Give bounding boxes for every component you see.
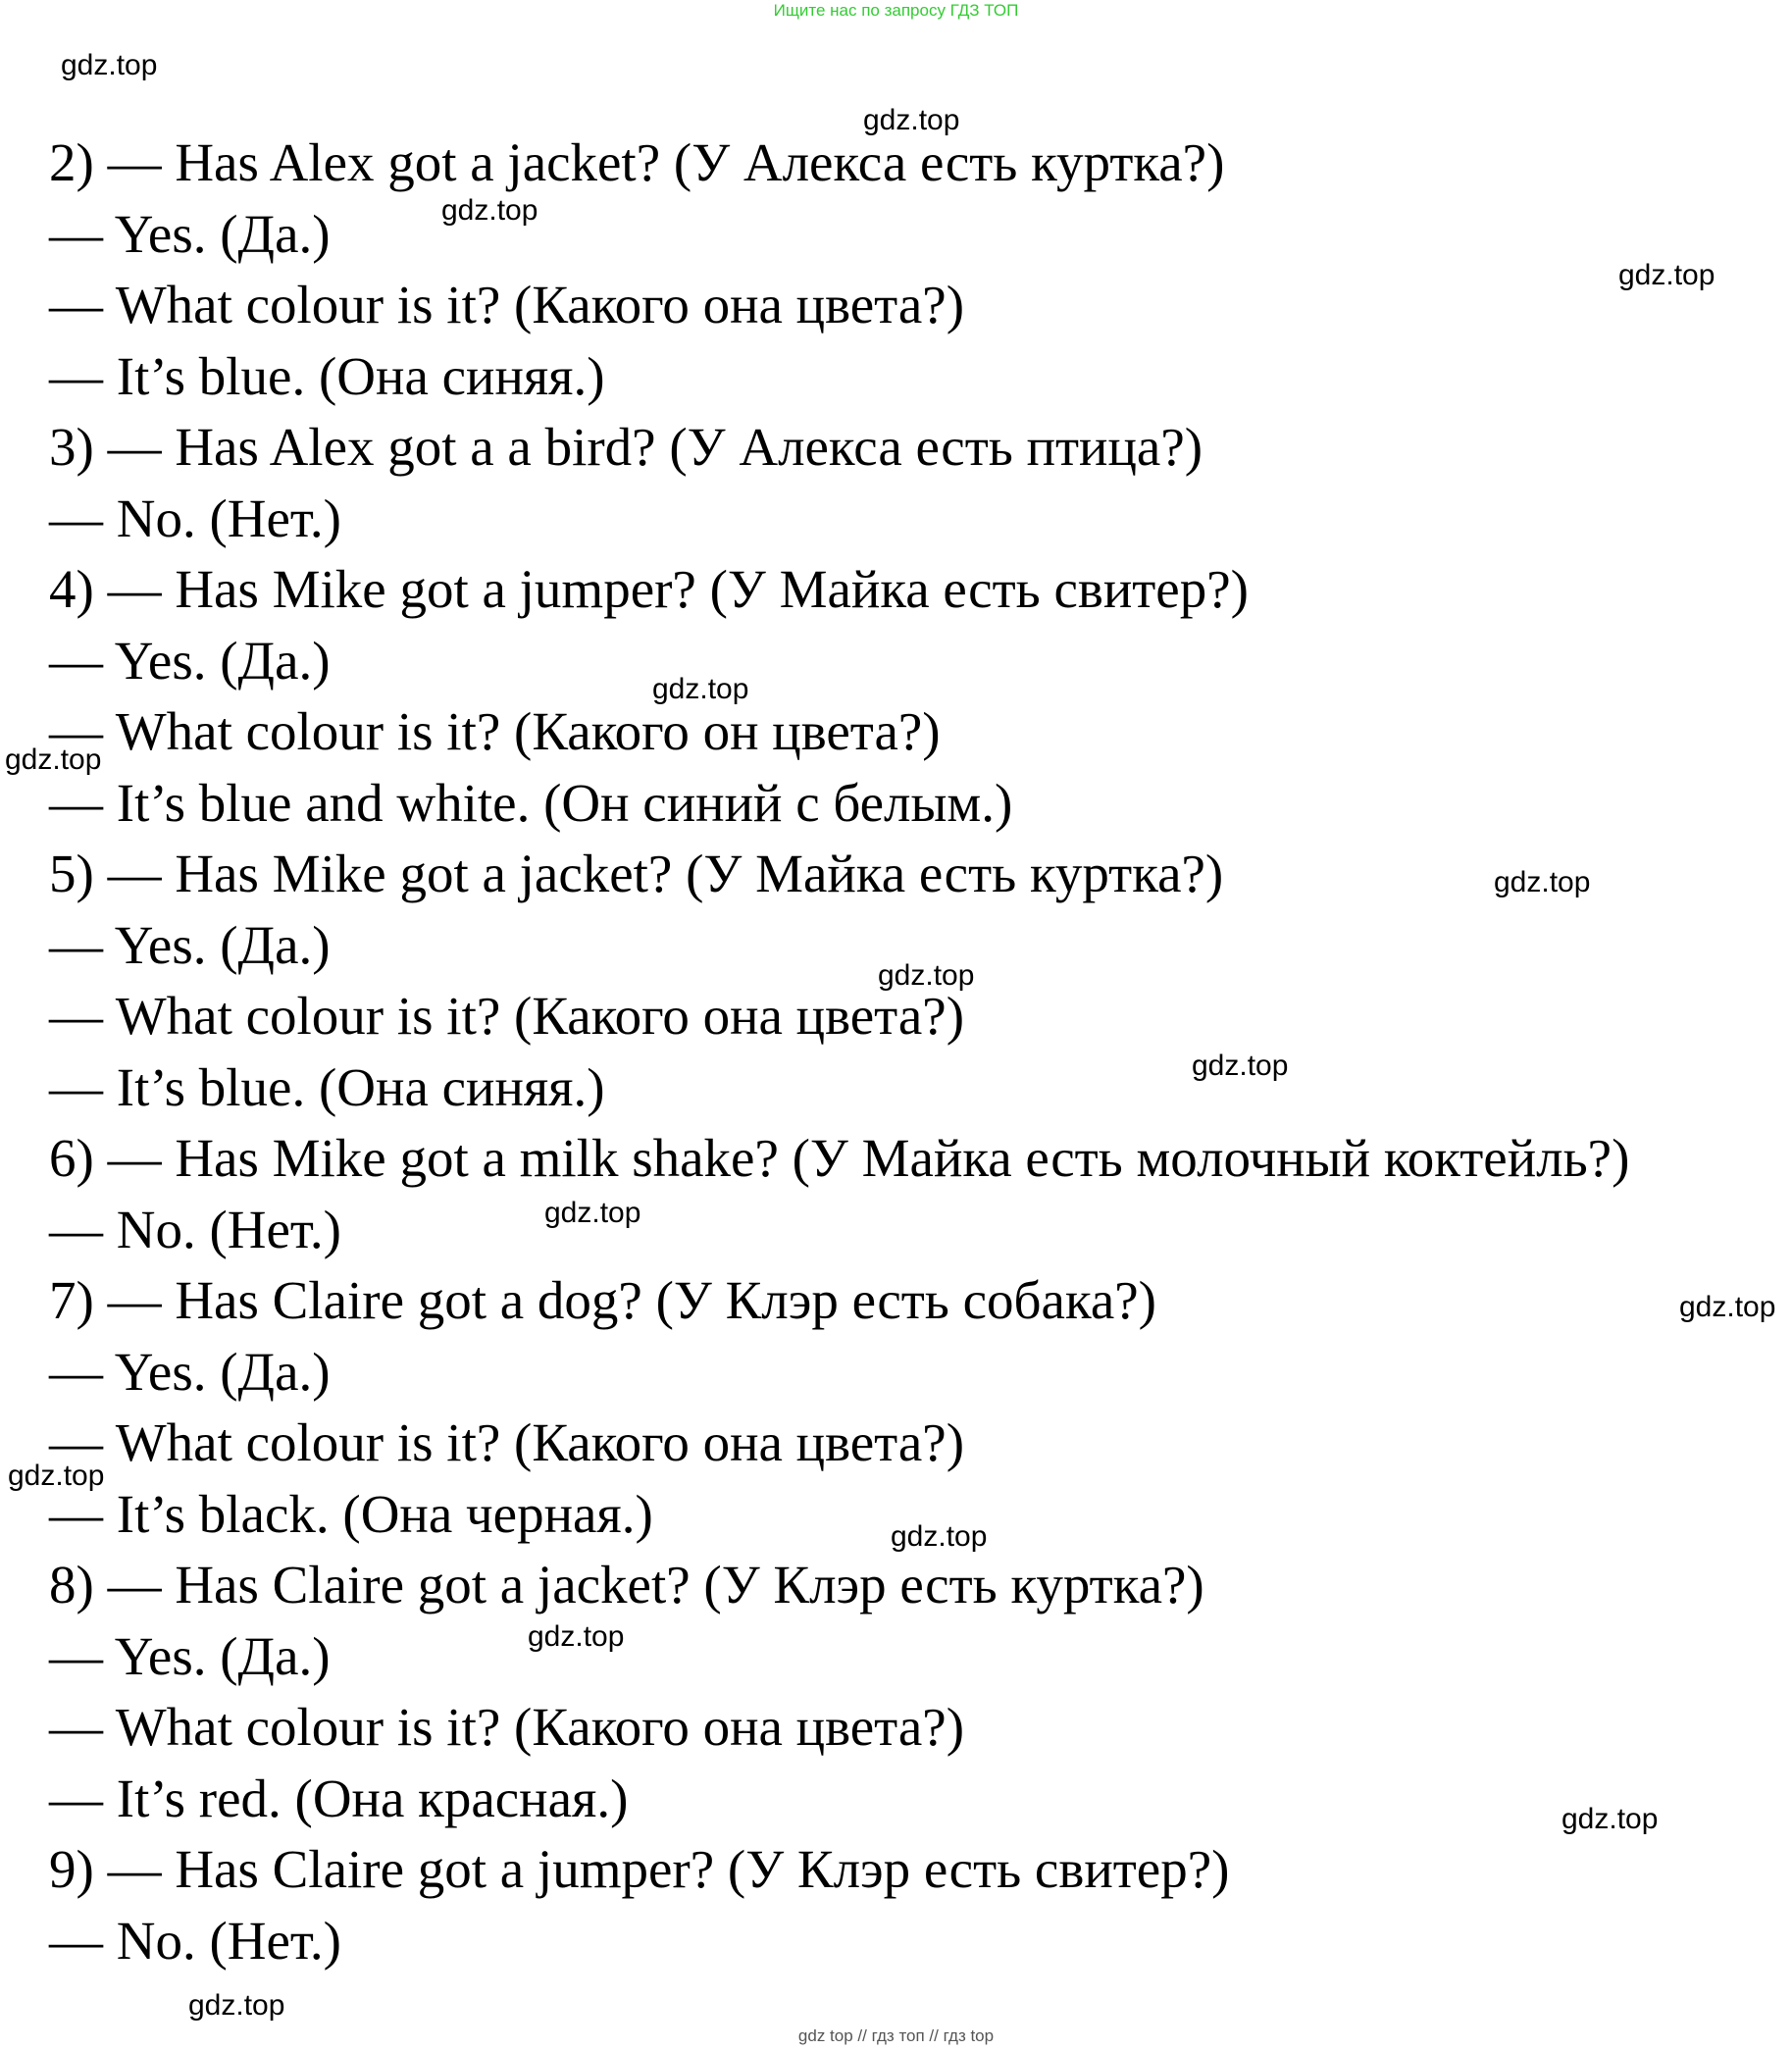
answer-line: — What colour is it? (Какого она цвета?) [49, 986, 965, 1046]
watermark: gdz.top [863, 104, 960, 136]
answer-line: — What colour is it? (Какого она цвета?) [49, 275, 965, 334]
watermark: gdz.top [878, 959, 975, 992]
answer-line: 5) — Has Mike got a jacket? (У Майка есть куртка?) [49, 844, 1224, 903]
watermark: gdz.top [5, 743, 102, 776]
watermark: gdz.top [1192, 1050, 1289, 1082]
answer-line: — It’s blue. (Она синяя.) [49, 1056, 605, 1117]
answer-line: — What colour is it? (Какого он цвета?) [49, 701, 941, 761]
answer-line: — Yes. (Да.) [49, 1625, 331, 1686]
answer-line: — Yes. (Да.) [49, 1341, 331, 1402]
answer-text [49, 128, 1629, 1976]
answer-line: — No. (Нет.) [49, 487, 341, 548]
watermark: gdz.top [61, 49, 158, 81]
answer-line: — Yes. (Да.) [49, 203, 331, 264]
watermark: gdz.top [1618, 259, 1715, 291]
footer-links[interactable]: gdz top // гдз топ // гдз top [797, 2026, 995, 2045]
answer-line: 4) — Has Mike got a jumper? (У Майка есть свитер?) [49, 559, 1249, 619]
answer-line: — It’s black. (Она черная.) [49, 1483, 653, 1544]
watermark: gdz.top [1562, 1803, 1659, 1835]
answer-line: — It’s red. (Она красная.) [49, 1768, 629, 1828]
watermark: gdz.top [441, 194, 538, 227]
watermark: gdz.top [1679, 1291, 1776, 1323]
answer-line: — What colour is it? (Какого она цвета?) [49, 1697, 965, 1757]
answer-line: 6) — Has Mike got a milk shake? (У Майка есть молочный коктейль?) [49, 1128, 1630, 1188]
watermark: gdz.top [891, 1520, 988, 1553]
answer-line: 7) — Has Claire got a dog? (У Клэр есть собака?) [49, 1270, 1156, 1330]
watermark: gdz.top [8, 1460, 105, 1492]
top-banner[interactable]: Ищите нас по запросу ГДЗ ТОП [773, 1, 1019, 20]
answer-line: — Yes. (Да.) [49, 630, 331, 691]
answer-line: 9) — Has Claire got a jumper? (У Клэр есть свитер?) [49, 1839, 1230, 1899]
watermark: gdz.top [1494, 866, 1591, 898]
watermark: gdz.top [652, 673, 749, 705]
answer-line: — Yes. (Да.) [49, 914, 331, 975]
watermark: gdz.top [528, 1620, 625, 1653]
watermark: gdz.top [544, 1197, 641, 1229]
answer-line: — No. (Нет.) [49, 1910, 341, 1971]
answer-line: 8) — Has Claire got a jacket? (У Клэр есть куртка?) [49, 1555, 1204, 1614]
answer-line: — It’s blue and white. (Он синий с белым.) [49, 772, 1013, 833]
answer-line: 2) — Has Alex got a jacket? (У Алекса есть куртка?) [49, 132, 1225, 192]
watermark: gdz.top [188, 1989, 285, 2022]
answer-line: — It’s blue. (Она синяя.) [49, 345, 605, 406]
answer-line: — No. (Нет.) [49, 1199, 341, 1259]
answer-line: — What colour is it? (Какого она цвета?) [49, 1412, 965, 1472]
answer-line: 3) — Has Alex got a a bird? (У Алекса есть птица?) [49, 417, 1203, 477]
